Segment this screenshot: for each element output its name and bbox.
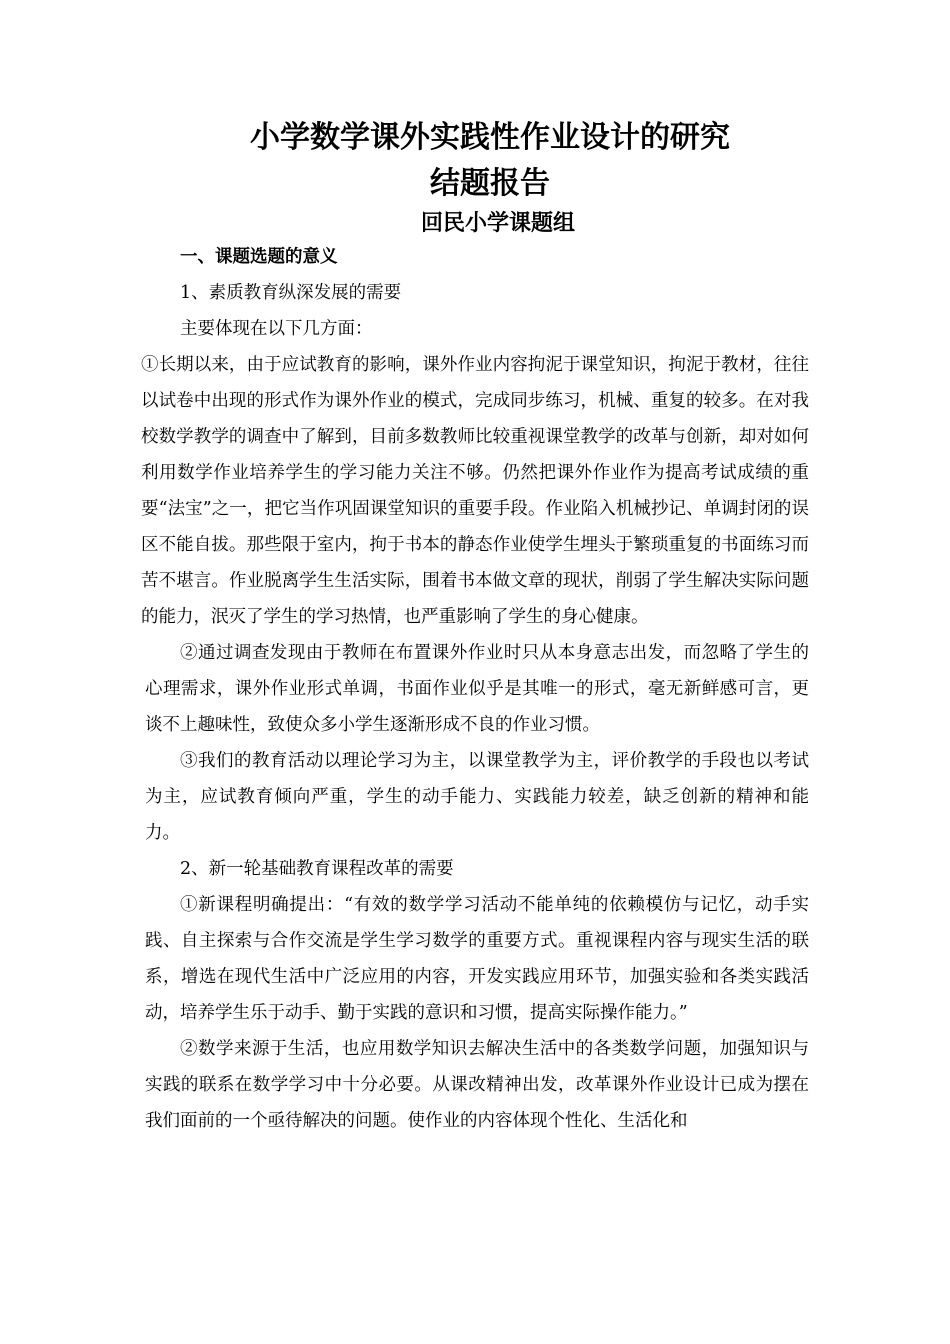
paragraph: ②通过调查发现由于教师在布置课外作业时只从本身意志出发，而忽略了学生的心理需求，课外作业形式单调，书面作业似乎是其唯一的形式，毫无新鲜感可言，更谈不上趣味性，致使众多小学生逐渐形成不良的作业习惯。: [145, 643, 809, 735]
paragraph: ①长期以来，由于应试教育的影响，课外作业内容拘泥于课堂知识，拘泥于教材，往往以试卷中出现的形式作为课外作业的模式，完成同步练习，机械、重复的较多。在对我校数学教学的调查中了解到，目前多数教师比较重视课堂教学的改革与创新，却对如何利用数学作业培养学生的学习能力关注不够。仍然把课外作业作为提高考试成绩的重要“法宝”之一，把它当作巩固课堂知识的重要手段。作业陷入机械抄记、单调封闭的误区不能自拔。那些限于室内，拘于书本的静态作业使学生埋头于繁琐重复的书面练习而苦不堪言。作业脱离学生生活实际，围着书本做文章的现状，削弱了学生解决实际问题的能力，泯灭了学生的学习热情，也严重影响了学生的身心健康。: [141, 355, 809, 627]
document-title: 小学数学课外实践性作业设计的研究: [250, 120, 730, 155]
paragraph: ③我们的教育活动以理论学习为主，以课堂教学为主，评价教学的手段也以考试为主，应试教育倾向严重，学生的动手能力、实践能力较差，缺乏创新的精神和能力。: [145, 751, 809, 843]
document-subtitle: 结题报告: [430, 166, 550, 201]
paragraph: ①新课程明确提出：“有效的数学学习活动不能单纯的依赖模仿与记忆，动手实践、自主探索与合作交流是学生学习数学的重要方式。重视课程内容与现实生活的联系，增选在现代生活中广泛应用的内容，开发实践应用环节，加强实验和各类实践活动，培养学生乐于动手、勤于实践的意识和习惯，提高实际操作能力。”: [145, 895, 809, 1023]
subsection-heading: 1、素质教育纵深发展的需要: [180, 283, 402, 303]
subsection-heading: 2、新一轮基础教育课程改革的需要: [180, 859, 454, 879]
document-author: 回民小学课题组: [420, 210, 575, 236]
intro-paragraph: 主要体现在以下几方面：: [180, 319, 373, 339]
document-body: [141, 239, 809, 1139]
paragraph: ②数学来源于生活，也应用数学知识去解决生活中的各类数学问题，加强知识与实践的联系在数学学习中十分必要。从课改精神出发，改革课外作业设计已成为摆在我们面前的一个亟待解决的问题。使作业的内容体现个性化、生活化和: [145, 1039, 809, 1131]
section-heading: 一、课题选题的意义: [180, 247, 338, 267]
